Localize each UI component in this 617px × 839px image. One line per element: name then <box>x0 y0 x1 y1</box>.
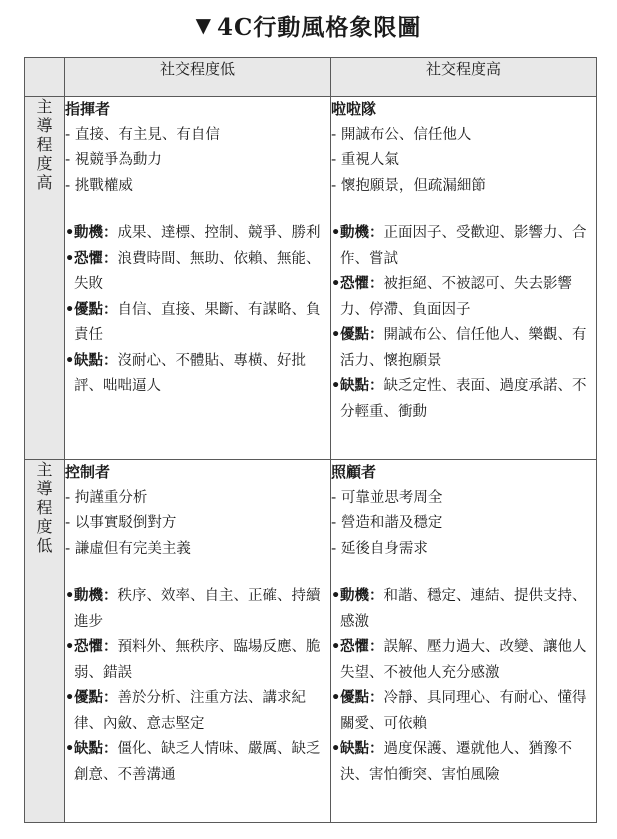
strength-item <box>65 298 330 349</box>
title-text: 4C行動風格象限圖 <box>217 13 422 41</box>
row-header-dominance-low <box>25 460 65 823</box>
item-label: 動機： <box>340 588 384 604</box>
quadrant-director <box>65 97 331 460</box>
bullet-icon: • <box>65 639 75 655</box>
bullet-icon: • <box>65 225 75 241</box>
strength-item <box>65 686 330 737</box>
row-header-char: 導 <box>36 479 53 498</box>
trait-line: - 挑戰權威 <box>65 177 133 194</box>
item-text: 冷靜、具同理心、有耐心、懂得關愛、可依賴 <box>340 690 587 732</box>
item-text: 和諧、穩定、連結、提供支持、感激 <box>340 588 587 630</box>
motivation-item <box>331 221 596 272</box>
strength-item <box>331 686 596 737</box>
bullet-icon: • <box>331 639 341 655</box>
row-header-dominance-high <box>25 97 65 460</box>
item-text: 缺乏定性、表面、過度承諾、不分輕重、衝動 <box>340 378 587 420</box>
item-label: 恐懼： <box>340 276 384 292</box>
quadrant-name: 控制者 <box>65 463 111 481</box>
bullet-icon: • <box>331 225 341 241</box>
fear-item <box>65 247 330 298</box>
item-text: 善於分析、注重方法、講求紀律、內斂、意志堅定 <box>74 690 306 732</box>
item-label: 優點： <box>340 690 384 706</box>
fear-item <box>331 635 596 686</box>
row-header-label <box>36 460 52 555</box>
row-header-char: 高 <box>36 173 53 192</box>
quadrant-table <box>24 57 597 823</box>
row-header-char: 程 <box>36 135 53 154</box>
item-text: 僵化、缺乏人情味、嚴厲、缺乏創意、不善溝通 <box>74 741 321 783</box>
header-row <box>25 58 597 97</box>
trait-line: - 重視人氣 <box>331 152 399 168</box>
item-label: 動機： <box>74 588 118 604</box>
bullet-icon: • <box>331 588 341 604</box>
bullet-icon: • <box>65 588 75 604</box>
bullet-icon: • <box>331 690 341 706</box>
item-text: 開誠布公、信任他人、樂觀、有活力、懷抱願景 <box>340 327 587 369</box>
trait-line: - 視競爭為動力 <box>65 152 162 168</box>
item-text: 預料外、無秩序、臨場反應、脆弱、錯誤 <box>74 639 321 681</box>
motivation-item <box>65 584 330 635</box>
weakness-item <box>331 374 596 425</box>
trait-line: - 直接、有主見、有自信 <box>65 126 220 143</box>
bullet-icon: • <box>65 301 75 318</box>
row-header-char: 主 <box>36 460 53 479</box>
bullet-icon: • <box>65 250 75 267</box>
column-header-low-social: 社交程度低 <box>65 58 331 97</box>
fear-item <box>65 635 330 686</box>
triangle-marker-icon: ▼ <box>195 13 212 37</box>
motivation-item <box>65 221 330 247</box>
item-text: 浪費時間、無助、依賴、無能、失敗 <box>74 250 321 292</box>
row-dominance-low <box>25 460 597 823</box>
row-header-char: 度 <box>36 154 53 173</box>
item-label: 動機： <box>340 225 384 241</box>
item-text: 誤解、壓力過大、改變、讓他人失望、不被他人充分感激 <box>340 639 587 681</box>
row-header-char: 低 <box>36 536 53 555</box>
row-header-char: 度 <box>36 517 53 536</box>
item-text: 沒耐心、不體貼、專橫、好批評、咄咄逼人 <box>74 352 306 394</box>
bullet-icon: • <box>331 378 341 394</box>
quadrant-name: 啦啦隊 <box>331 100 377 118</box>
column-header-high-social: 社交程度高 <box>331 58 597 97</box>
item-label: 動機： <box>74 225 118 241</box>
item-label: 恐懼： <box>74 250 118 267</box>
item-label: 優點： <box>340 327 384 343</box>
quadrant-name: 照顧者 <box>331 463 377 481</box>
item-text: 自信、直接、果斷、有謀略、負責任 <box>74 301 321 343</box>
weakness-item <box>331 737 596 788</box>
bullet-icon: • <box>331 327 341 343</box>
item-text: 成果、達標、控制、競爭、勝利 <box>117 225 321 241</box>
quadrant-controller <box>65 460 331 823</box>
quadrant-caretaker <box>331 460 597 823</box>
motivation-item <box>331 584 596 635</box>
bullet-icon: • <box>65 352 75 369</box>
item-text: 秩序、效率、自主、正確、持續進步 <box>74 588 321 630</box>
strength-item <box>331 323 596 374</box>
figure-title <box>0 6 617 44</box>
item-label: 優點： <box>74 301 118 318</box>
row-dominance-high <box>25 97 597 460</box>
bullet-icon: • <box>65 690 75 706</box>
trait-line: - 以事實駁倒對方 <box>65 515 177 531</box>
trait-line: - 謙虛但有完美主義 <box>65 540 191 557</box>
item-text: 過度保護、遷就他人、猶豫不決、害怕衝突、害怕風險 <box>340 741 572 783</box>
bullet-icon: • <box>331 741 341 757</box>
item-label: 缺點： <box>340 378 384 394</box>
trait-line: - 營造和諧及穩定 <box>331 515 443 531</box>
bullet-icon: • <box>331 276 341 292</box>
item-label: 恐懼： <box>340 639 384 655</box>
item-text: 被拒絕、不被認可、失去影響力、停滯、負面因子 <box>340 276 572 318</box>
row-header-char: 主 <box>36 97 53 116</box>
trait-line: - 拘謹重分析 <box>65 489 148 506</box>
quadrant-cheerleader <box>331 97 597 460</box>
weakness-item <box>65 737 330 788</box>
item-label: 優點： <box>74 690 118 706</box>
item-text: 正面因子、受歡迎、影響力、合作、嘗試 <box>340 225 587 267</box>
row-header-char: 程 <box>36 498 53 517</box>
trait-line: - 延後自身需求 <box>331 540 428 557</box>
bullet-icon: • <box>65 741 75 757</box>
trait-line: - 開誠布公、信任他人 <box>331 126 472 143</box>
fear-item <box>331 272 596 323</box>
item-label: 缺點： <box>340 741 384 757</box>
row-header-label <box>36 97 52 192</box>
corner-cell <box>25 58 65 97</box>
item-label: 缺點： <box>74 741 118 757</box>
trait-line: - 懷抱願景，但疏漏細節 <box>331 177 486 194</box>
item-label: 缺點： <box>74 352 118 369</box>
row-header-char: 導 <box>36 116 53 135</box>
weakness-item <box>65 349 330 400</box>
quadrant-name: 指揮者 <box>65 100 111 118</box>
item-label: 恐懼： <box>74 639 118 655</box>
trait-line: - 可靠並思考周全 <box>331 489 443 506</box>
